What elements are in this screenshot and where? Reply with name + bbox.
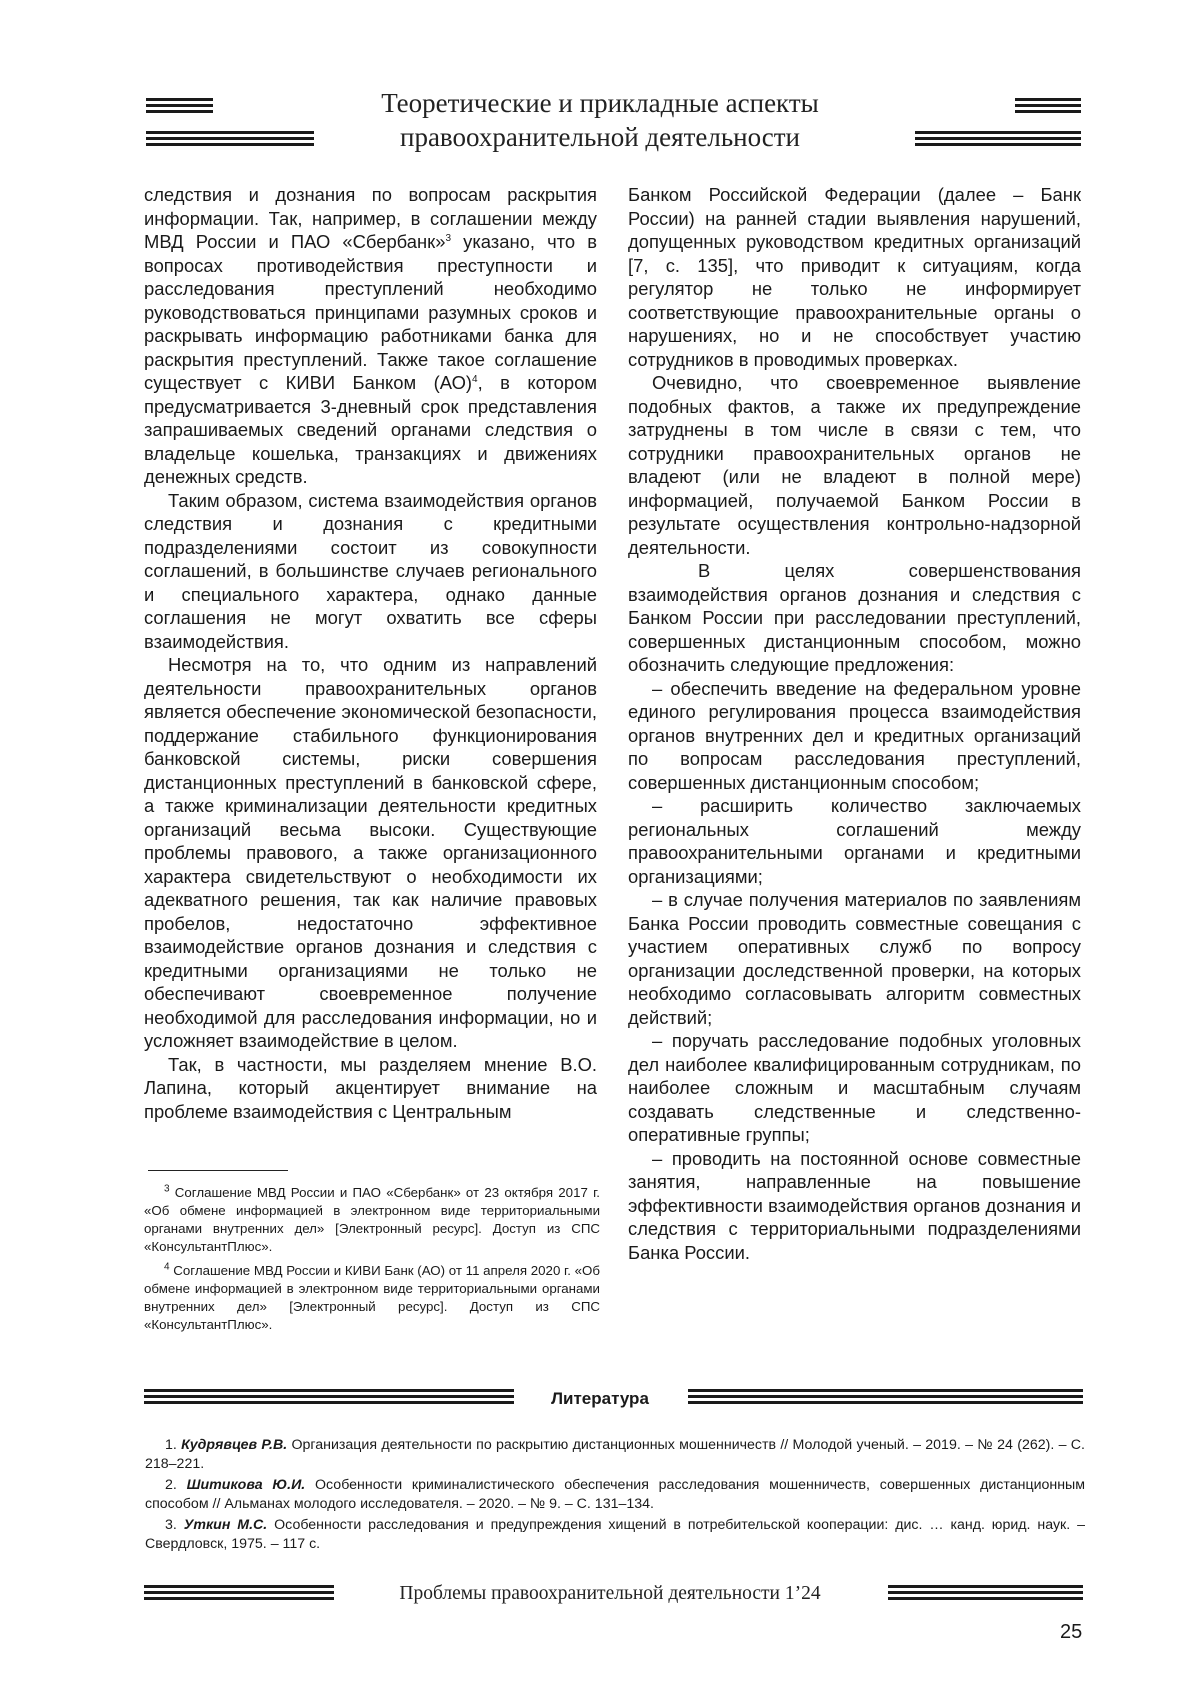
literature-rule-left (144, 1389, 514, 1404)
reference-item: 3. Уткин М.С. Особенности расследования и предупреждения хищений в потребительской кооперации: дис. … канд. юрид. наук. – Свердловск, 1975. – 117 с. (145, 1517, 1085, 1552)
footnote-separator (148, 1170, 288, 1171)
footnote: $^3$ Соглашение МВД России и ПАО «Сбербанк» от 23 октября 2017 г. «Об обмене информацией в электронном виде территориальными органами внутренних дел» [Электронный ресурс]. Доступ из СПС «КонсультантПлюс». (144, 1183, 600, 1254)
paragraph: Банком Российской Федерации (далее – Банк России) на ранней стадии выявления нарушений, допущенных руководством кредитных организаций [7, с. 135], что приводит к ситуациям, когда регулятор не только не информирует соответствующие правоохранительные органы о нарушениях, но и не способствует участию сотрудников в проводимых проверках. (628, 184, 1081, 370)
list-item: – в случае получения материалов по заявлениям Банка России проводить совместные совещания с участием оперативных служб по вопросу организации доследственной проверки, на которых необходимо согласовывать алгоритм совместных действий; (628, 889, 1081, 1028)
reference-list (145, 1436, 1085, 1556)
header-rule-left-bottom (146, 131, 314, 146)
list-item: – проводить на постоянной основе совместные занятия, направленные на повышение эффективности взаимодействия органов дознания и следствия с территориальными подразделениями Банка России. (628, 1147, 1081, 1263)
header-rule-right-top (1015, 98, 1081, 113)
paragraph: следствия и дознания по вопросам раскрытия информации. Так, например, в соглашении между МВД России и ПАО «Сбербанк»$^3$ указано, что в вопросах противодействия преступности и расследования преступлений необходимо руководствоваться принципами разумных сроков и раскрывать информацию работниками банка для раскрытия преступлений. Также такое соглашение существует с КИВИ Банком (АО)$^4$, в котором предусматривается 3-дневный срок представления запрашиваемых сведений органами следствия о владельце кошелька, транзакциях и движениях денежных средств. (144, 184, 597, 487)
footer-rule-left (144, 1585, 334, 1600)
literature-title: Литература (551, 1389, 649, 1408)
list-item: – обеспечить введение на федеральном уровне единого регулирования процесса взаимодействия органов внутренних дел и кредитных организаций по вопросам расследования преступлений, совершенных дистанционным способом; (628, 677, 1081, 793)
footnote-ref: 4 (472, 373, 478, 385)
left-column (144, 183, 597, 1123)
section-header-line2: правоохранительной деятельности (400, 122, 800, 152)
reference-item: 2. Шитикова Ю.И. Особенности криминалистического обеспечения расследования мошенничеств, совершенных дистанционным способом // Альманах молодого исследователя. – 2020. – № 9. – С. 131–134. (145, 1477, 1086, 1512)
footnote-ref: 3 (445, 232, 452, 244)
list-item: – расширить количество заключаемых региональных соглашений между правоохранительными органами и кредитными организациями; (628, 795, 1081, 887)
list-item: – поручать расследование подобных уголовных дел наиболее квалифицированным сотрудникам, по наиболее сложным и масштабным случаям создавать следственные и следственно-оперативные группы; (628, 1030, 1081, 1145)
page-number: 25 (1060, 1621, 1083, 1643)
header-rule-right-bottom (915, 131, 1081, 146)
journal-title: Проблемы правоохранительной деятельности 1’24 (399, 1583, 821, 1604)
right-column (628, 183, 1081, 1264)
paragraph: Таким образом, система взаимодействия органов следствия и дознания с кредитными подразделениями состоит из совокупности соглашений, в большинстве случаев регионального и специального характера, однако данные соглашения не могут охватить все сферы взаимодействия. (144, 489, 597, 652)
paragraph: Так, в частности, мы разделяем мнение В.О. Лапина, который акцентирует внимание на проблеме взаимодействия с Центральным (144, 1053, 597, 1122)
section-header-line1: Теоретические и прикладные аспекты (381, 88, 819, 118)
literature-rule-right (688, 1389, 1083, 1404)
paragraph: В целях совершенствования взаимодействия органов дознания и следствия с Банком России при расследовании преступлений, совершенных дистанционным способом, можно обозначить следующие предложения: (628, 560, 1081, 675)
paragraph: Несмотря на то, что одним из направлений деятельности правоохранительных органов является обеспечение экономической безопасности, поддержание стабильного функционирования банковской системы, риски совершения дистанционных преступлений в банковской сфере, а также криминализации деятельности кредитных организаций весьма высоки. Существующие проблемы правового, а также организационного характера свидетельствуют о необходимости их адекватного решения, так как наличие правовых пробелов, недостаточно эффективное взаимодействие органов дознания и следствия с кредитными организациями не только не обеспечивают своевременное получение необходимой для расследования информации, но и усложняет взаимодействие в целом. (144, 654, 597, 1051)
reference-item: 1. Кудрявцев Р.В. Организация деятельности по раскрытию дистанционных мошенничеств // Молодой ученый. – 2019. – № 24 (262). – С. 218–221. (145, 1437, 1085, 1472)
footer-rule-right (888, 1585, 1083, 1600)
paragraph: Очевидно, что своевременное выявление подобных фактов, а также их предупреждение затруднены в том числе в связи с тем, что сотрудники правоохранительных органов не владеют (или не владеют в полной мере) информацией, получаемой Банком России в результате осуществления контрольно-надзорной деятельности. (628, 372, 1081, 558)
header-rule-left-top (146, 98, 213, 113)
footnote: $^4$ Соглашение МВД России и КИВИ Банк (АО) от 11 апреля 2020 г. «Об обмене информацией в электронном виде территориальными органами внутренних дел» [Электронный ресурс]. Доступ из СПС «КонсультантПлюс». (144, 1261, 600, 1332)
